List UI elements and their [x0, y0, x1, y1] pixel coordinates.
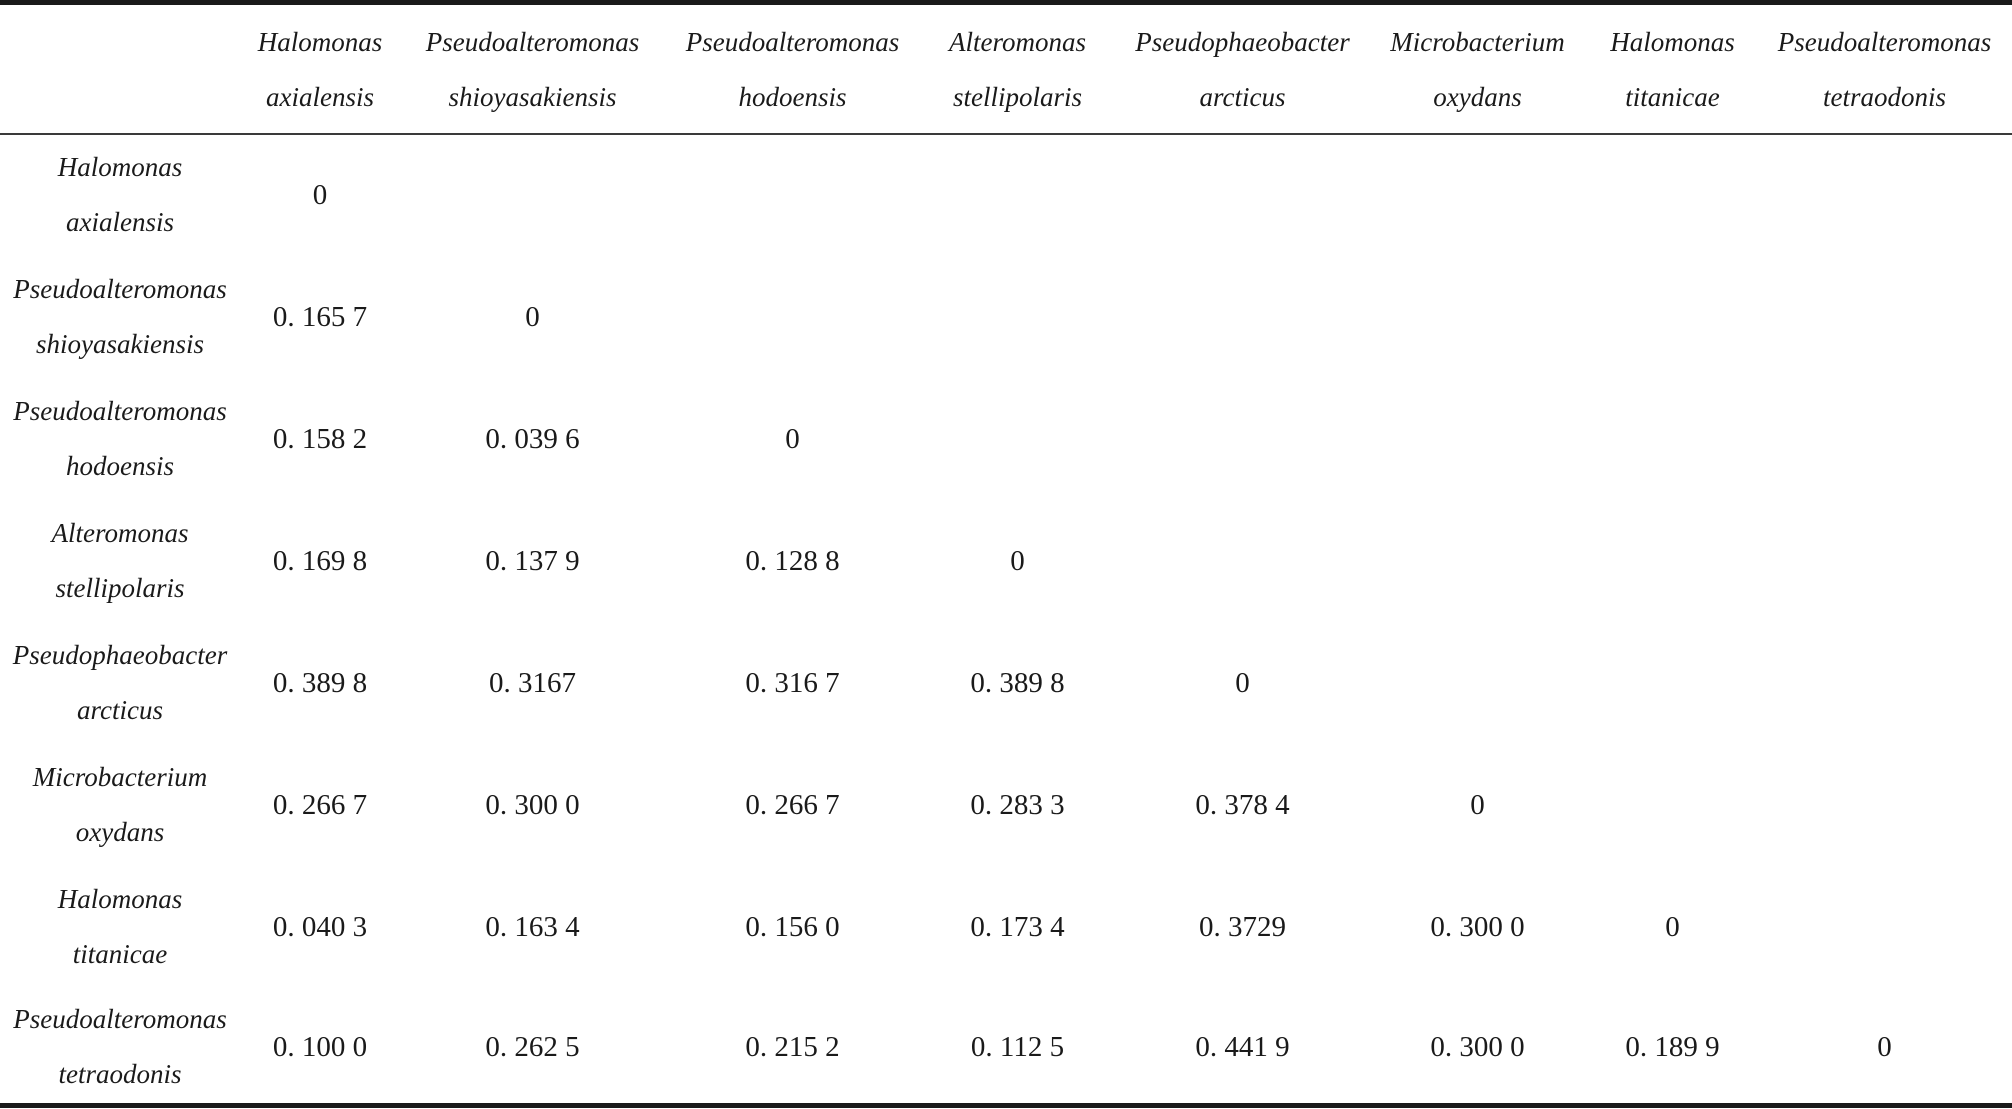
distance-cell: 0. 316 7 — [745, 666, 840, 699]
column-header-species: stellipolaris — [952, 82, 1082, 112]
distance-cell: 0. 389 8 — [970, 666, 1065, 699]
column-header-microbacterium-oxydans — [1380, 10, 1575, 130]
distance-cell: 0. 389 8 — [272, 666, 368, 699]
column-header-species: oxydans — [1433, 82, 1522, 112]
row-header-species: tetraodonis — [58, 1059, 182, 1089]
distance-cell: 0. 158 2 — [272, 422, 368, 455]
distance-cell: 0. 040 3 — [272, 910, 368, 943]
column-header-pseudoalteromonas-hodoensis — [670, 10, 915, 130]
distance-cell: 0. 137 9 — [485, 544, 580, 577]
distance-cell: 0. 215 2 — [745, 1030, 840, 1063]
column-header-genus: Halomonas — [257, 27, 383, 57]
distance-cell: 0. 039 6 — [485, 422, 580, 455]
column-header-species: arcticus — [1199, 82, 1286, 112]
distance-cell: 0. 173 4 — [970, 910, 1065, 943]
row-header-genus: Pseudophaeobacter — [12, 640, 228, 670]
row-header-genus: Microbacterium — [32, 762, 208, 792]
column-header-pseudoalteromonas-tetraodonis — [1762, 10, 2007, 130]
distance-cell: 0 — [1877, 1030, 1892, 1063]
column-header-genus: Halomonas — [1610, 27, 1735, 57]
distance-cell: 0 — [1235, 666, 1250, 699]
column-header-species: titanicae — [1625, 82, 1720, 112]
row-header-genus: Halomonas — [57, 884, 183, 914]
row-header-genus: Halomonas — [57, 152, 183, 182]
row-header-species: arcticus — [77, 695, 163, 725]
row-header-pseudophaeobacter-arcticus — [0, 624, 240, 742]
distance-cell: 0. 300 0 — [1430, 910, 1525, 943]
distance-cell: 0. 300 0 — [485, 788, 580, 821]
distance-cell: 0. 283 3 — [970, 788, 1065, 821]
column-header-pseudophaeobacter-arcticus — [1120, 10, 1365, 130]
table-header-rule — [0, 133, 2012, 135]
column-header-genus: Pseudoalteromonas — [685, 27, 900, 57]
column-header-genus: Pseudoalteromonas — [1777, 27, 1992, 57]
column-header-species: axialensis — [266, 82, 374, 112]
column-header-genus: Microbacterium — [1390, 27, 1565, 57]
row-header-species: titanicae — [72, 939, 168, 969]
row-header-genus: Pseudoalteromonas — [13, 1004, 227, 1034]
row-header-species: stellipolaris — [55, 573, 185, 603]
distance-cell: 0. 156 0 — [745, 910, 840, 943]
table-top-rule — [0, 0, 2012, 5]
column-header-halomonas-titanicae — [1595, 10, 1750, 130]
distance-cell: 0. 100 0 — [272, 1030, 368, 1063]
distance-cell: 0. 3729 — [1199, 910, 1286, 943]
column-header-pseudoalteromonas-shioyasakiensis — [410, 10, 655, 130]
column-header-species: shioyasakiensis — [448, 82, 617, 112]
distance-cell: 0 — [1010, 544, 1025, 577]
row-header-halomonas-titanicae — [0, 868, 240, 986]
row-header-genus: Pseudoalteromonas — [13, 274, 227, 304]
row-header-species: hodoensis — [66, 451, 174, 481]
distance-cell: 0. 266 7 — [272, 788, 368, 821]
row-header-species: oxydans — [75, 817, 165, 847]
column-header-halomonas-axialensis — [245, 10, 395, 130]
distance-cell: 0. 128 8 — [745, 544, 840, 577]
distance-cell: 0. 169 8 — [272, 544, 368, 577]
distance-cell: 0. 189 9 — [1625, 1030, 1720, 1063]
row-header-microbacterium-oxydans — [0, 746, 240, 864]
row-header-alteromonas-stellipolaris — [0, 502, 240, 620]
distance-cell: 0. 441 9 — [1195, 1030, 1290, 1063]
distance-cell: 0. 266 7 — [745, 788, 840, 821]
column-header-alteromonas-stellipolaris — [930, 10, 1105, 130]
column-header-genus: Pseudoalteromonas — [425, 27, 640, 57]
distance-cell: 0 — [525, 300, 540, 333]
column-header-genus: Alteromonas — [949, 27, 1086, 57]
row-header-genus: Alteromonas — [51, 518, 189, 548]
distance-cell: 0. 300 0 — [1430, 1030, 1525, 1063]
distance-cell: 0 — [1470, 788, 1485, 821]
distance-cell: 0. 3167 — [489, 666, 576, 699]
row-header-pseudoalteromonas-tetraodonis — [0, 988, 240, 1106]
row-header-pseudoalteromonas-shioyasakiensis — [0, 258, 240, 376]
column-header-species: tetraodonis — [1822, 82, 1946, 112]
column-header-species: hodoensis — [738, 82, 847, 112]
row-header-halomonas-axialensis — [0, 136, 240, 254]
distance-cell: 0 — [785, 422, 800, 455]
row-header-species: axialensis — [66, 207, 174, 237]
distance-cell: 0 — [1665, 910, 1680, 943]
distance-cell: 0. 112 5 — [970, 1030, 1065, 1063]
distance-cell: 0. 378 4 — [1195, 788, 1290, 821]
column-header-genus: Pseudophaeobacter — [1135, 27, 1350, 57]
distance-cell: 0. 163 4 — [485, 910, 580, 943]
distance-cell: 0 — [312, 178, 328, 211]
distance-cell: 0. 165 7 — [272, 300, 368, 333]
row-header-species: shioyasakiensis — [36, 329, 204, 359]
row-header-genus: Pseudoalteromonas — [13, 396, 227, 426]
distance-cell: 0. 262 5 — [485, 1030, 580, 1063]
row-header-pseudoalteromonas-hodoensis — [0, 380, 240, 498]
